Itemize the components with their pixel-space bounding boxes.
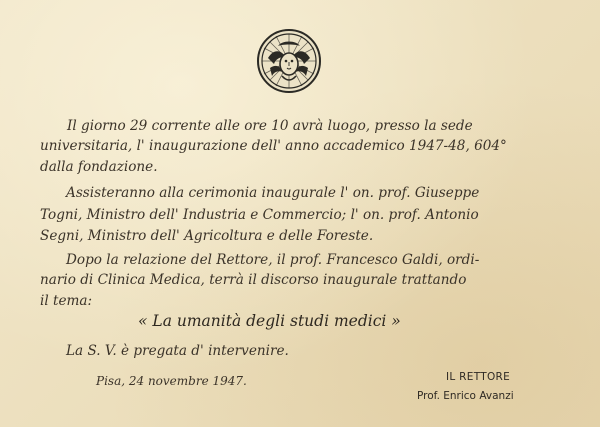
- closing-line: La S. V. è pregata d' intervenire.: [66, 343, 289, 359]
- text-line: Il giorno 29 corrente alle ore 10 avrà luogo, presso la sede: [67, 118, 473, 134]
- text-line: Segni, Ministro dell' Agricoltura e delle Foreste.: [40, 228, 374, 244]
- lecture-title: « La umanità degli studi medici »: [138, 312, 401, 330]
- place-date: Pisa, 24 novembre 1947.: [96, 374, 247, 388]
- signatory-title: IL RETTORE: [446, 371, 511, 383]
- text-line: il tema:: [40, 293, 93, 309]
- university-seal-icon: [256, 28, 322, 94]
- text-line: Assisteranno alla cerimonia inaugurale l' on. prof. Giuseppe: [66, 185, 480, 201]
- text-line: dalla fondazione.: [40, 159, 158, 175]
- signatory-name: Prof. Enrico Avanzi: [417, 390, 514, 402]
- text-line: Togni, Ministro dell' Industria e Commercio; l' on. prof. Antonio: [40, 207, 479, 223]
- text-line: Dopo la relazione del Rettore, il prof. Francesco Galdi, ordi-: [66, 252, 480, 268]
- text-line: nario di Clinica Medica, terrà il discorso inaugurale trattando: [40, 272, 467, 288]
- text-line: universitaria, l' inaugurazione dell' anno accademico 1947-48, 604°: [40, 138, 507, 154]
